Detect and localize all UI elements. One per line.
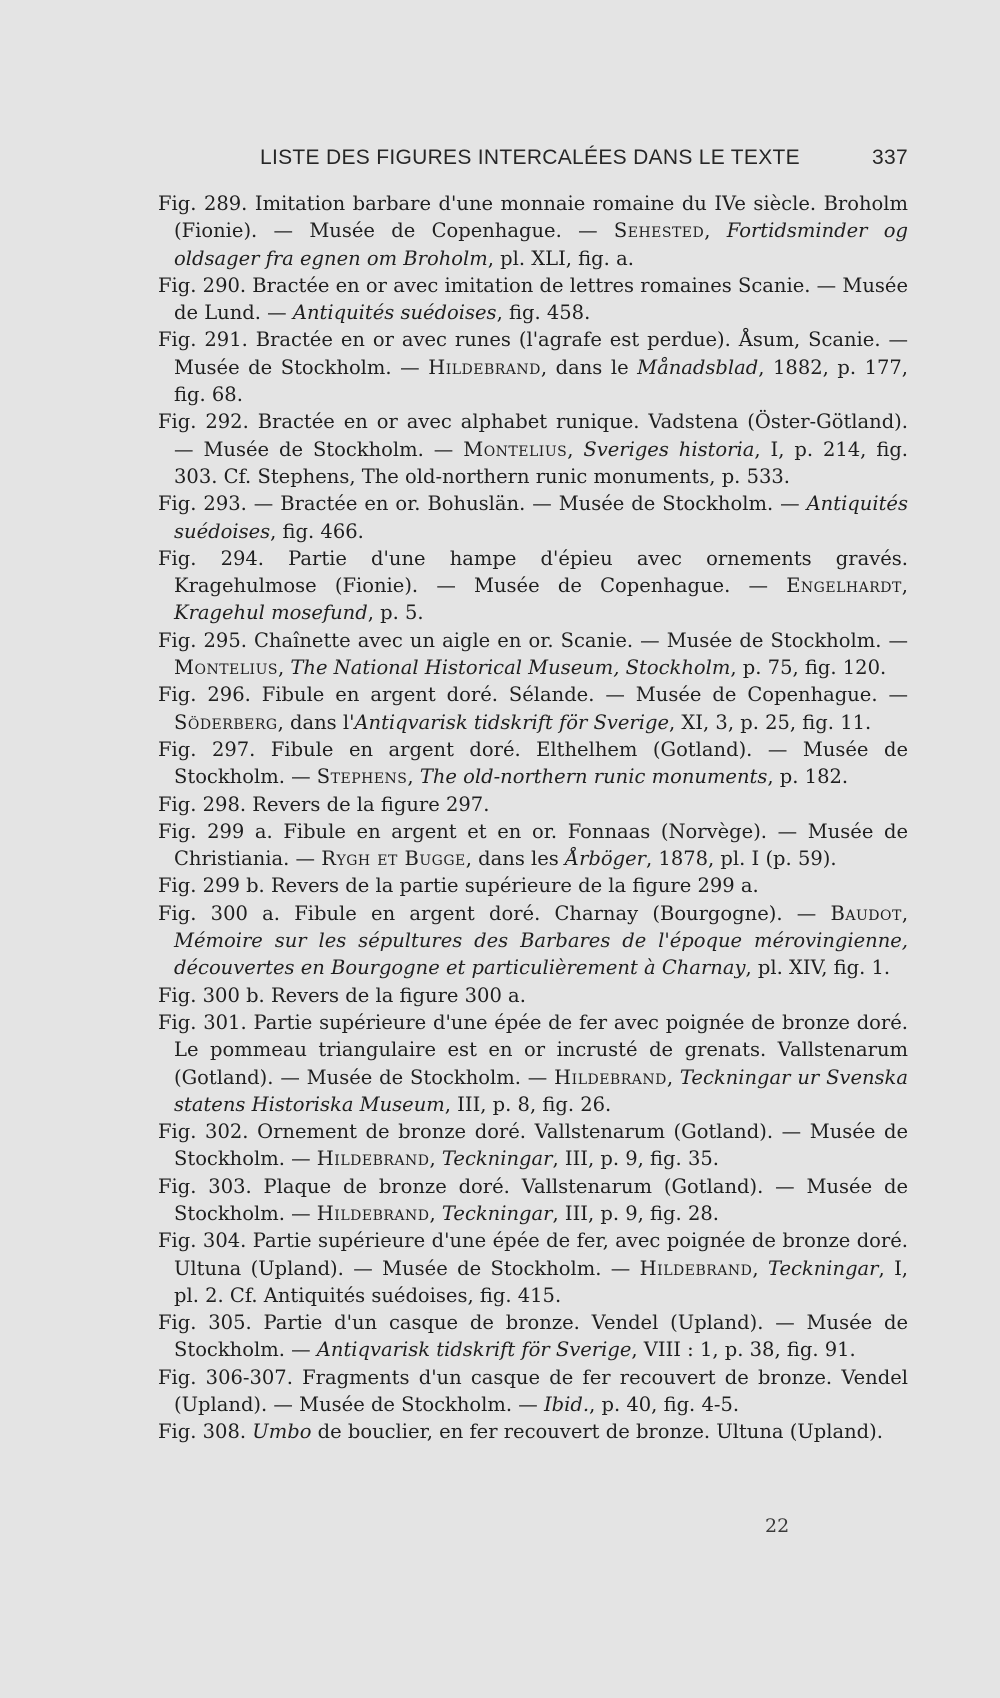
- figure-entry: [158, 681, 908, 736]
- running-header: [260, 146, 910, 176]
- figure-entry: [158, 408, 908, 490]
- figure-entry: [158, 1173, 908, 1228]
- entry-description: Plaque de bronze doré. Vallstenarum (Gotland). — Musée de Stockholm. —: [174, 1174, 908, 1225]
- figure-entry: [158, 791, 908, 818]
- entry-separator: , dans l': [277, 710, 355, 734]
- entry-description: Fragments d'un casque de fer recouvert de bronze. Vendel (Upland). — Musée de Stockholm. —: [174, 1365, 908, 1417]
- figure-number: Fig. 291.: [158, 328, 248, 352]
- entry-reference: , XI, 3, p. 25, fig. 11.: [669, 710, 872, 734]
- figure-number: Fig. 296.: [158, 683, 251, 707]
- entry-description: Bractée en or avec alphabet runique. Vadstena (Öster-Götland). — Musée de Stockholm. —: [174, 410, 908, 461]
- entry-description: Fibule en argent doré. Sélande. — Musée de Copenhague. —: [250, 683, 908, 707]
- entry-author: Baudot: [830, 901, 902, 925]
- figure-entry: [158, 982, 908, 1009]
- figure-number: Fig. 306-307.: [158, 1365, 293, 1389]
- figure-entry: [158, 627, 908, 682]
- signature-mark: 22: [765, 1515, 790, 1537]
- entry-work-title: The National Historical Museum, Stockholm: [290, 656, 731, 680]
- entry-author: Montelius: [174, 656, 278, 680]
- entry-reference: , p. 40, fig. 4-5.: [589, 1393, 740, 1417]
- entry-description: Ornement de bronze doré. Vallstenarum (Gotland). — Musée de Stockholm. —: [174, 1120, 908, 1171]
- entry-reference: , I, pl. 2. Cf. Antiquités suédoises, fig. 415.: [174, 1256, 908, 1307]
- entry-description: — Bractée en or. Bohuslän. — Musée de Stockholm. —: [246, 492, 807, 516]
- entry-author: Hildebrand: [428, 355, 541, 379]
- entry-description: Partie supérieure d'une épée de fer, avec poignée de bronze doré. Ultuna (Upland). — Musée de Stockholm. —: [174, 1229, 908, 1280]
- figure-entry: [158, 1009, 908, 1118]
- figure-number: Fig. 298.: [158, 792, 247, 816]
- entry-author: Söderberg: [174, 710, 278, 734]
- header-title: LISTE DES FIGURES INTERCALÉES DANS LE TEXTE: [260, 146, 800, 169]
- entry-reference: de bouclier, en fer recouvert de bronze. Ultuna (Upland).: [311, 1420, 883, 1444]
- entry-description: Imitation barbare d'une monnaie romaine du IVe siècle. Broholm (Fionie). — Musée de Copenhague. —: [174, 192, 908, 243]
- page-number: 337: [872, 146, 908, 169]
- entry-work-title: Antiqvarisk tidskrift för Sverige: [354, 710, 670, 734]
- entry-description: Fibule en argent et en or. Fonnaas (Norvège). — Musée de Christiania. —: [174, 819, 908, 871]
- figure-entry: [158, 736, 908, 791]
- entry-description: Partie supérieure d'une épée de fer avec poignée de bronze doré. Le pommeau triangulaire est en or incrusté de grenats. Vallstenarum (Gotland). — Musée de Stockholm. —: [174, 1010, 908, 1089]
- entry-author: Sehested: [613, 219, 705, 243]
- entry-separator: ,: [429, 1201, 442, 1225]
- entry-reference: , p. 75, fig. 120.: [730, 656, 887, 680]
- entry-description: Partie d'une hampe d'épieu avec ornements gravés. Kragehulmose (Fionie). — Musée de Copenhague. —: [174, 546, 908, 598]
- entry-reference: , p. 5.: [367, 601, 424, 625]
- figure-number: Fig. 305.: [158, 1311, 252, 1335]
- entry-separator: ,: [666, 1065, 680, 1089]
- entry-work-title: Sveriges historia: [583, 437, 755, 461]
- entry-author: Hildebrand: [316, 1201, 430, 1225]
- entry-reference: , III, p. 9, fig. 35.: [552, 1147, 719, 1171]
- figure-entry: [158, 490, 908, 545]
- figure-entry: [158, 326, 908, 408]
- entry-separator: , dans les: [465, 847, 566, 871]
- entry-work-title: Teckningar: [767, 1256, 879, 1280]
- figure-number: Fig. 289.: [158, 192, 248, 215]
- entry-description: Bractée en or avec runes (l'agrafe est perdue). Åsum, Scanie. — Musée de Stockholm. —: [174, 328, 908, 379]
- entry-work-title: Ibid.: [543, 1393, 590, 1417]
- entry-reference: , III, p. 9, fig. 28.: [552, 1201, 719, 1225]
- figure-number: Fig. 299 b.: [158, 874, 265, 898]
- figure-entry: [158, 545, 908, 627]
- figure-entry: [158, 1118, 908, 1173]
- entry-work-title: Kragehul mosefund: [174, 601, 368, 625]
- figure-number: Fig. 302.: [158, 1120, 249, 1144]
- figure-list: [158, 190, 908, 1446]
- entry-description: Revers de la partie supérieure de la figure 299 a.: [264, 874, 759, 898]
- entry-work-title: Mémoire sur les sépultures des Barbares de l'époque mérovingienne, découvertes en Bourgogne et particulièrement à Charnay: [174, 929, 908, 980]
- entry-reference: , VIII : 1, p. 38, fig. 91.: [631, 1338, 856, 1362]
- entry-description: Bractée en or avec imitation de lettres romaines Scanie. — Musée de Lund. —: [174, 273, 908, 325]
- entry-reference: , III, p. 8, fig. 26.: [444, 1092, 612, 1116]
- entry-work-title: Årböger: [565, 847, 647, 871]
- figure-entry: [158, 1227, 908, 1309]
- entry-separator: , dans le: [540, 355, 638, 379]
- figure-number: Fig. 301.: [158, 1010, 247, 1034]
- entry-author: Hildebrand: [554, 1065, 667, 1089]
- entry-separator: ,: [704, 219, 727, 243]
- entry-description: Partie d'un casque de bronze. Vendel (Upland). — Musée de Stockholm. —: [174, 1311, 908, 1362]
- entry-work-title: Umbo: [252, 1420, 312, 1444]
- figure-number: Fig. 294.: [158, 546, 264, 570]
- entry-reference: , pl. XLI, fig. a.: [487, 246, 634, 270]
- entry-author: Rygh et Bugge: [321, 847, 466, 871]
- entry-separator: ,: [407, 765, 420, 789]
- figure-number: Fig. 290.: [158, 273, 247, 297]
- figure-entry: [158, 1309, 908, 1364]
- entry-reference: , fig. 458.: [496, 301, 591, 325]
- entry-description: Chaînette avec un aigle en or. Scanie. — Musée de Stockholm. —: [246, 628, 908, 652]
- entry-description: Fibule en argent doré. Charnay (Bourgogne). —: [279, 901, 831, 925]
- figure-number: Fig. 308.: [158, 1420, 247, 1444]
- entry-separator: ,: [567, 437, 584, 461]
- figure-number: Fig. 295.: [158, 628, 247, 652]
- entry-work-title: Fortidsminder og oldsager fra egnen om Broholm: [174, 219, 909, 270]
- entry-separator: ,: [901, 901, 909, 925]
- entry-author: Hildebrand: [316, 1147, 430, 1171]
- entry-work-title: Antiquités suédoises: [174, 492, 908, 543]
- figure-entry: [158, 872, 908, 899]
- figure-number: Fig. 297.: [158, 737, 256, 761]
- entry-work-title: Teckningar ur Svenska statens Historiska Museum: [174, 1065, 908, 1116]
- entry-description: Revers de la figure 300 a.: [264, 983, 526, 1007]
- entry-description: Fibule en argent doré. Elthelhem (Gotland). — Musée de Stockholm. —: [174, 737, 908, 789]
- figure-number: Fig. 303.: [158, 1174, 252, 1198]
- entry-separator: ,: [752, 1256, 768, 1280]
- figure-number: Fig. 299 a.: [158, 819, 273, 843]
- entry-reference: , fig. 466.: [270, 519, 364, 543]
- entry-work-title: The old-northern runic monuments: [419, 765, 768, 789]
- entry-author: Montelius: [463, 437, 568, 461]
- figure-entry: [158, 900, 908, 982]
- figure-entry: [158, 190, 908, 272]
- entry-work-title: Antiqvarisk tidskrift för Sverige: [316, 1338, 632, 1362]
- entry-work-title: Månadsblad: [637, 355, 759, 379]
- entry-description: Revers de la figure 297.: [246, 792, 490, 816]
- figure-number: Fig. 300 b.: [158, 983, 265, 1007]
- figure-number: Fig. 293.: [158, 492, 247, 516]
- entry-work-title: Teckningar: [441, 1201, 553, 1225]
- entry-separator: ,: [429, 1147, 442, 1171]
- entry-reference: , 1882, p. 177, fig. 68.: [174, 355, 909, 407]
- entry-separator: ,: [277, 656, 291, 680]
- entry-reference: , 1878, pl. I (p. 59).: [646, 847, 837, 871]
- figure-entry: [158, 272, 908, 327]
- figure-entry: [158, 1364, 908, 1419]
- figure-number: Fig. 292.: [158, 410, 249, 434]
- figure-entry: [158, 1418, 908, 1445]
- entry-separator: ,: [901, 574, 908, 598]
- entry-reference: , pl. XIV, fig. 1.: [745, 956, 891, 980]
- figure-entry: [158, 818, 908, 873]
- entry-author: Stephens: [316, 765, 408, 789]
- entry-reference: , p. 182.: [767, 765, 849, 789]
- figure-number: Fig. 300 a.: [158, 901, 280, 925]
- entry-work-title: Antiquités suédoises: [292, 301, 497, 325]
- entry-author: Hildebrand: [639, 1256, 753, 1280]
- entry-work-title: Teckningar: [441, 1147, 553, 1171]
- entry-author: Engelhardt: [786, 574, 902, 598]
- entry-reference: , I, p. 214, fig. 303. Cf. Stephens, The old-northern runic monuments, p. 533.: [174, 437, 909, 488]
- figure-number: Fig. 304.: [158, 1229, 247, 1253]
